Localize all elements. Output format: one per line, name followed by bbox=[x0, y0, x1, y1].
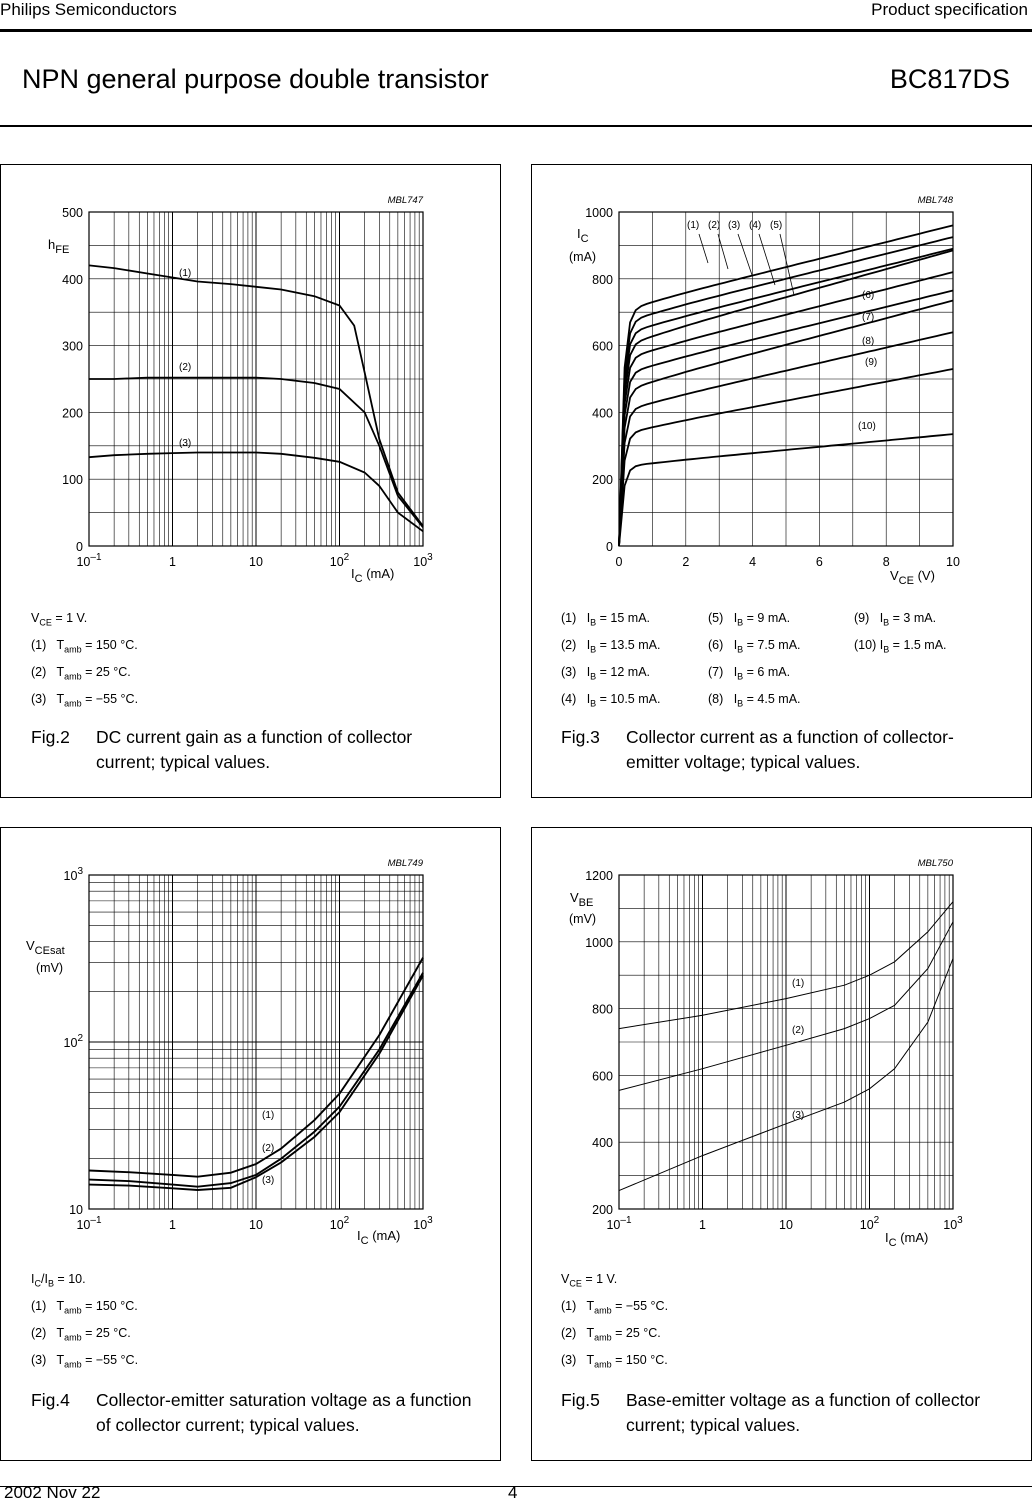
legend-line: (3) $T_{amb} = 150$ °C. bbox=[561, 1353, 668, 1370]
tick-label: $10^3$ bbox=[943, 1215, 963, 1232]
tick-label: 600 bbox=[592, 1069, 613, 1084]
series-label: (9) bbox=[865, 357, 878, 368]
tick-label: $10^{-1}$ bbox=[606, 1215, 632, 1232]
tick-label: $10^{-1}$ bbox=[76, 1215, 102, 1232]
tick-label: 4 bbox=[749, 555, 757, 569]
series-label: (7) bbox=[862, 312, 875, 323]
tick-label: 1000 bbox=[585, 935, 613, 950]
y-axis-unit: (mV) bbox=[36, 961, 64, 975]
tick-label: 8 bbox=[882, 555, 890, 569]
figure-3-legend-col3 bbox=[854, 607, 1004, 661]
legend-line: (10) $I_B = 1.5$ mA. bbox=[854, 638, 947, 655]
caption-text: Collector current as a function of collector-emitter voltage; typical values. bbox=[626, 727, 954, 772]
figure-5-panel bbox=[531, 827, 1032, 1461]
tick-label: $10^3$ bbox=[413, 1215, 433, 1232]
page-number: 4 bbox=[508, 1483, 518, 1502]
tick-label: 0 bbox=[615, 555, 623, 569]
legend-line: $I_C/I_B = 10$. bbox=[31, 1272, 86, 1289]
series-label: (1) bbox=[179, 268, 192, 279]
x-axis-label: $I_C$ (mA) bbox=[885, 1230, 929, 1249]
caption-label: Fig.3 bbox=[561, 727, 600, 747]
caption-label: Fig.4 bbox=[31, 1390, 70, 1410]
leader-line bbox=[738, 234, 752, 275]
legend-line: $V_{CE} = 1$ V. bbox=[31, 611, 88, 628]
footer-date: 2002 Nov 22 bbox=[4, 1483, 101, 1502]
series-label: (2) bbox=[179, 362, 192, 373]
tick-label: 6 bbox=[815, 555, 823, 569]
caption-text: Base-emitter voltage as a function of collector current; typical values. bbox=[626, 1390, 981, 1435]
series-label: (1) bbox=[687, 220, 700, 231]
tick-label: 200 bbox=[592, 1203, 613, 1217]
leader-line bbox=[699, 234, 708, 263]
figure-3-legend-col2 bbox=[708, 607, 848, 715]
part-number: BC817DS bbox=[889, 64, 1010, 94]
figure-2-legend bbox=[31, 607, 138, 715]
x-axis-label: $I_C$ (mA) bbox=[351, 566, 395, 585]
figure-code: MBL748 bbox=[917, 195, 953, 206]
x-axis-label: $V_{CE}$ (V) bbox=[890, 568, 935, 587]
series-label: (2) bbox=[708, 220, 721, 231]
tick-label: 10 bbox=[249, 555, 263, 569]
legend-line: (1) $T_{amb} = 150$ °C. bbox=[31, 1299, 138, 1316]
header-rule bbox=[0, 29, 1032, 32]
legend-line: (6) $I_B = 7.5$ mA. bbox=[708, 638, 801, 655]
x-axis-label: $I_C$ (mA) bbox=[357, 1228, 401, 1247]
tick-label: 200 bbox=[592, 473, 613, 488]
series-label: (1) bbox=[792, 978, 805, 989]
legend-line: (2) $I_B = 13.5$ mA. bbox=[561, 638, 661, 655]
legend-line: (3) $T_{amb} = -55$ °C. bbox=[31, 692, 139, 709]
legend-line: (2) $T_{amb} = 25$ °C. bbox=[31, 665, 131, 682]
series-label: (2) bbox=[792, 1025, 805, 1036]
legend-line: (2) $T_{amb} = 25$ °C. bbox=[31, 1326, 131, 1343]
tick-label: 0 bbox=[76, 540, 83, 554]
y-axis-label: $V_{CEsat}$ bbox=[26, 938, 65, 957]
series-label: (4) bbox=[749, 220, 762, 231]
series-label: (5) bbox=[770, 220, 783, 231]
tick-label: 400 bbox=[592, 1136, 613, 1151]
legend-line: (8) $I_B = 4.5$ mA. bbox=[708, 692, 801, 709]
legend-line: (9) $I_B = 3$ mA. bbox=[854, 611, 937, 628]
legend-line: (3) $I_B = 12$ mA. bbox=[561, 665, 651, 682]
legend-line: (1) $T_{amb} = 150$ °C. bbox=[31, 638, 138, 655]
tick-label: $10^2$ bbox=[63, 1033, 83, 1050]
tick-label: 600 bbox=[592, 339, 613, 354]
legend-line: (1) $I_B = 15$ mA. bbox=[561, 611, 651, 628]
figure-4-legend bbox=[31, 1268, 138, 1376]
tick-label: 10 bbox=[69, 1203, 83, 1217]
tick-label: $10^2$ bbox=[329, 552, 350, 569]
legend-line: (3) $T_{amb} = -55$ °C. bbox=[31, 1353, 139, 1370]
tick-label: $10^3$ bbox=[413, 552, 433, 569]
tick-label: 1000 bbox=[585, 206, 613, 220]
tick-label: 400 bbox=[62, 272, 83, 287]
y-axis-label: $V_{BE}$ bbox=[570, 890, 594, 909]
tick-label: 400 bbox=[592, 406, 613, 421]
caption-label: Fig.2 bbox=[31, 727, 70, 747]
tick-label: 1200 bbox=[585, 869, 613, 883]
y-axis-label: $I_C$ bbox=[577, 226, 589, 245]
tick-label: 1 bbox=[699, 1218, 706, 1232]
series-label: (8) bbox=[862, 336, 875, 347]
tick-label: $10^3$ bbox=[63, 866, 83, 883]
leader-line bbox=[759, 234, 775, 285]
legend-line: (7) $I_B = 6$ mA. bbox=[708, 665, 791, 682]
caption-text: DC current gain as a function of collector current; typical values. bbox=[96, 727, 413, 772]
legend-line: (4) $I_B = 10.5$ mA. bbox=[561, 692, 661, 709]
figure-code: MBL750 bbox=[917, 858, 953, 869]
series-label: (10) bbox=[858, 421, 876, 432]
figure-3-panel bbox=[531, 164, 1032, 798]
figure-code: MBL747 bbox=[387, 195, 423, 206]
legend-line: (2) $T_{amb} = 25$ °C. bbox=[561, 1326, 661, 1343]
leader-line bbox=[780, 234, 794, 295]
tick-label: $10^{-1}$ bbox=[76, 552, 102, 569]
caption-label: Fig.5 bbox=[561, 1390, 600, 1410]
figure-4-panel bbox=[0, 827, 501, 1461]
series-label: (6) bbox=[862, 290, 875, 301]
title-rule bbox=[0, 125, 1032, 127]
series-label: (3) bbox=[262, 1175, 275, 1186]
tick-label: 10 bbox=[779, 1218, 793, 1232]
y-axis-unit: (mA) bbox=[569, 250, 597, 264]
tick-label: $10^2$ bbox=[329, 1215, 350, 1232]
company-name: Philips Semiconductors bbox=[0, 0, 177, 19]
tick-label: 1 bbox=[169, 1218, 176, 1232]
legend-line: (5) $I_B = 9$ mA. bbox=[708, 611, 791, 628]
figure-2-panel bbox=[0, 164, 501, 798]
tick-label: 500 bbox=[62, 206, 83, 220]
y-axis-unit: (mV) bbox=[569, 912, 597, 926]
tick-label: 0 bbox=[606, 540, 613, 554]
tick-label: 2 bbox=[682, 555, 690, 569]
tick-label: 800 bbox=[592, 272, 613, 287]
tick-label: 100 bbox=[62, 473, 83, 488]
tick-label: 200 bbox=[62, 406, 83, 421]
series-label: (3) bbox=[179, 438, 192, 449]
tick-label: $10^2$ bbox=[859, 1215, 880, 1232]
document-type: Product specification bbox=[871, 0, 1028, 19]
tick-label: 800 bbox=[592, 1002, 613, 1017]
legend-line: $V_{CE} = 1$ V. bbox=[561, 1272, 618, 1289]
tick-label: 10 bbox=[249, 1218, 263, 1232]
figure-3-legend-col1 bbox=[561, 607, 701, 715]
figure-5-legend bbox=[561, 1268, 668, 1376]
series-label: (1) bbox=[262, 1110, 275, 1121]
series-label: (3) bbox=[728, 220, 741, 231]
document-title: NPN general purpose double transistor bbox=[22, 64, 489, 94]
tick-label: 300 bbox=[62, 339, 83, 354]
tick-label: 1 bbox=[169, 555, 176, 569]
series-label: (3) bbox=[792, 1110, 805, 1121]
caption-text: Collector-emitter saturation voltage as a function of collector current; typical values. bbox=[96, 1390, 472, 1435]
y-axis-label: $h_{FE}$ bbox=[48, 237, 70, 256]
series-label: (2) bbox=[262, 1143, 275, 1154]
legend-line: (1) $T_{amb} = -55$ °C. bbox=[561, 1299, 669, 1316]
tick-label: 10 bbox=[946, 555, 960, 569]
figure-code: MBL749 bbox=[387, 858, 423, 869]
